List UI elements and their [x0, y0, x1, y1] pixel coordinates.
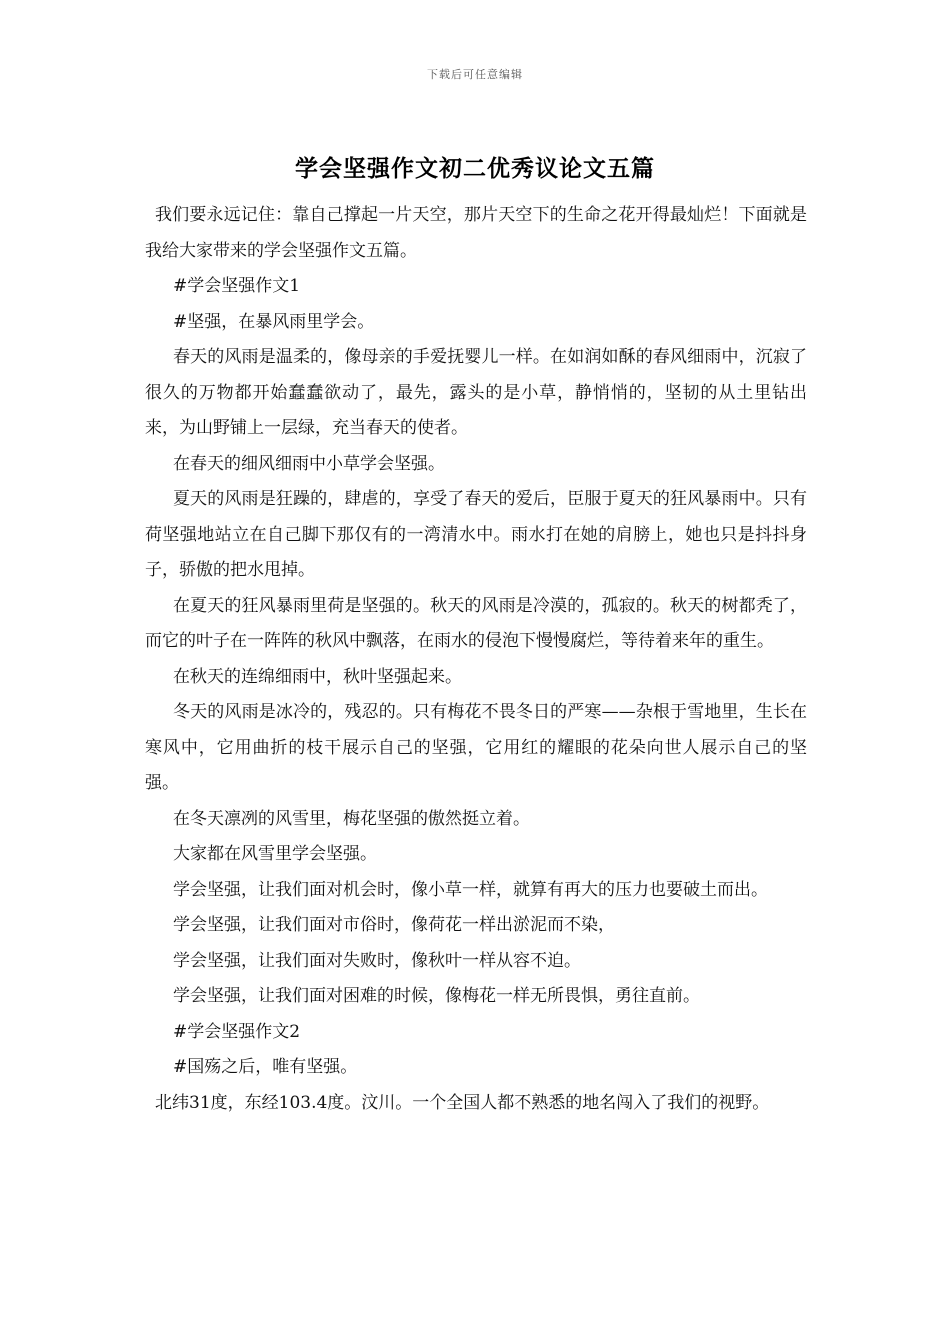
- paragraph-intro: 我们要永远记住：靠自己撑起一片天空，那片天空下的生命之花开得最灿烂！下面就是我给大家带来的学会坚强作文五篇。: [145, 205, 807, 261]
- paragraph: 冬天的风雨是冰冷的，残忍的。只有梅花不畏冬日的严寒——杂根于雪地里，生长在寒风中，它用曲折的枝干展示自己的坚强，它用红的耀眼的花朵向世人展示自己的坚强。: [145, 702, 807, 793]
- paragraph: 北纬31度，东经103.4度。汶川。一个全国人都不熟悉的地名闯入了我们的视野。: [155, 1092, 770, 1113]
- paragraph: 夏天的风雨是狂躁的，肆虐的，享受了春天的爱后，臣服于夏天的狂风暴雨中。只有荷坚强地站立在自己脚下那仅有的一湾清水中。雨水打在她的肩膀上，她也只是抖抖身子，骄傲的把水甩掉。: [145, 489, 807, 580]
- paragraph: 大家都在风雪里学会坚强。: [173, 844, 377, 864]
- paragraph: 在秋天的连绵细雨中，秋叶坚强起来。: [173, 666, 462, 687]
- subtitle-essay-1: #坚强，在暴风雨里学会。: [173, 311, 375, 332]
- paragraph: 学会坚强，让我们面对困难的时候，像梅花一样无所畏惧，勇往直前。: [173, 986, 700, 1006]
- paragraph: 学会坚强，让我们面对机会时，像小草一样，就算有再大的压力也要破土而出。: [173, 879, 768, 900]
- paragraph: 学会坚强，让我们面对失败时，像秋叶一样从容不迫。: [173, 950, 581, 971]
- document-body: [145, 198, 807, 1121]
- paragraph: 春天的风雨是温柔的，像母亲的手爱抚婴儿一样。在如润如酥的春风细雨中，沉寂了很久的万物都开始蠢蠢欲动了，最先，露头的是小草，静悄悄的，坚韧的从土里钻出来，为山野铺上一层绿，充当春天的使者。: [145, 347, 807, 438]
- paragraph: 在冬天凛冽的风雪里，梅花坚强的傲然挺立着。: [173, 808, 530, 829]
- section-heading-essay-2: #学会坚强作文2: [173, 1021, 301, 1042]
- section-heading-essay-1: #学会坚强作文1: [173, 276, 301, 296]
- subtitle-essay-2: #国殇之后，唯有坚强。: [173, 1057, 358, 1077]
- paragraph: 在春天的细风细雨中小草学会坚强。: [173, 453, 445, 474]
- paragraph: 在夏天的狂风暴雨里荷是坚强的。秋天的风雨是冷漠的，孤寂的。秋天的树都秃了，而它的叶子在一阵阵的秋风中飘落，在雨水的侵泡下慢慢腐烂，等待着来年的重生。: [145, 595, 807, 651]
- paragraph: 学会坚强，让我们面对市俗时，像荷花一样出淤泥而不染，: [173, 915, 615, 935]
- document-title: 学会坚强作文初二优秀议论文五篇: [295, 155, 655, 182]
- header-note: 下载后可任意编辑: [427, 68, 523, 81]
